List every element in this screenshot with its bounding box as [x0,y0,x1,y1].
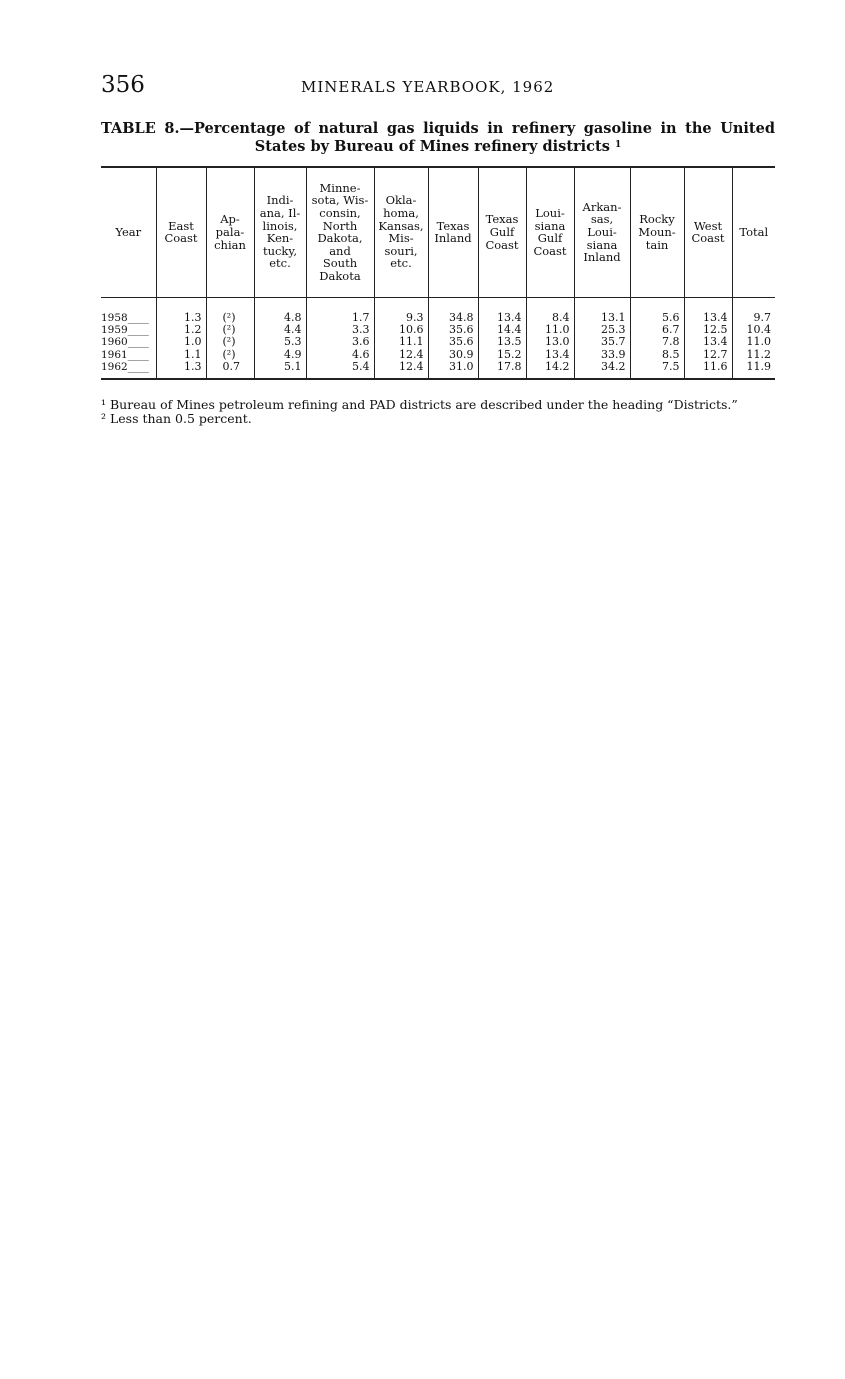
table-cell: 11.9 [732,361,775,378]
column-header [206,167,254,297]
column-header [526,167,574,297]
column-header-line: Coast [691,231,725,246]
column-header-line: Gulf [537,231,563,246]
table-cell: 11.1 [374,336,428,348]
table-cell: 5.3 [254,336,306,348]
table-cell: 10.4 [732,324,775,336]
table-cell: 34.2 [574,361,630,378]
table-cell: 1.3 [156,297,206,324]
table-cell: 4.6 [306,349,374,361]
column-header-line: chian [214,237,246,252]
column-header-line: etc. [269,256,291,271]
table-cell: 11.6 [684,361,732,378]
column-header-line: sota, Wis- [311,193,369,208]
table-header-row [101,167,775,297]
column-header-line: South [322,256,358,271]
column-header [684,167,732,297]
table-cell: 12.4 [374,349,428,361]
table-cell: 10.6 [374,324,428,336]
table-cell: 5.6 [630,297,684,324]
column-header-line: Inland [583,250,621,265]
column-header [254,167,306,297]
running-title: MINERALS YEARBOOK, 1962 [301,78,555,96]
table-cell: 12.4 [374,361,428,378]
table-cell: 14.4 [478,324,526,336]
column-header-line: Rocky [639,212,675,227]
table-body [101,297,775,379]
table-cell: 8.5 [630,349,684,361]
table-cell: 6.7 [630,324,684,336]
table-cell: 33.9 [574,349,630,361]
table-cell: 4.8 [254,297,306,324]
table-cell: 35.7 [574,336,630,348]
column-header-line: Dakota [319,269,361,284]
table-cell: 11.0 [732,336,775,348]
table-cell: (²) [206,336,254,348]
column-header [428,167,478,297]
table-cell: 9.3 [374,297,428,324]
year-cell: 1958____ [101,311,149,324]
column-header-line: Texas [485,212,519,227]
table-cell: 7.8 [630,336,684,348]
table-cell: 25.3 [574,324,630,336]
column-header [574,167,630,297]
column-header-line: homa, [383,206,419,221]
table-cell: 13.4 [684,336,732,348]
column-header-line: Mis- [388,231,414,246]
table-cell: 13.5 [478,336,526,348]
table-title [101,120,775,156]
page-number: 356 [101,72,145,98]
column-header-line: East [168,218,194,233]
column-header-line: consin, [319,206,361,221]
table-cell: 9.7 [732,297,775,324]
table-cell: 0.7 [206,361,254,378]
footnote-1: ¹ Bureau of Mines petroleum refining and PAD districts are described under the heading “Districts.” [101,397,738,412]
table-cell: 13.0 [526,336,574,348]
table-title-line2: States by Bureau of Mines refinery districts [254,138,610,155]
table-cell: 1.3 [156,361,206,378]
column-header-line: Loui- [535,206,565,221]
column-header-line: tain [645,237,669,252]
column-header-line: Dakota, [317,231,363,246]
table-row [101,297,775,324]
column-header-line: North [322,218,358,233]
footnote-2: ² Less than 0.5 percent. [101,410,252,426]
table-cell: (²) [206,297,254,324]
column-header [306,167,374,297]
table-cell: 5.4 [306,361,374,378]
table-cell: 13.4 [526,349,574,361]
column-header [374,167,428,297]
column-header-line: Kansas, [378,218,424,233]
column-header [630,167,684,297]
table-cell: 17.8 [478,361,526,378]
table-cell: 12.7 [684,349,732,361]
column-header [156,167,206,297]
table-cell: 4.4 [254,324,306,336]
column-header-line: linois, [262,218,298,233]
table-cell: 3.3 [306,324,374,336]
table-cell: 12.5 [684,324,732,336]
table-row [101,336,775,348]
column-header-line: tucky, [262,243,298,258]
column-header-line: Gulf [489,224,515,239]
table-cell: 7.5 [630,361,684,378]
column-header-line: Texas [436,218,470,233]
column-header-line: West [693,218,723,233]
column-header-line: etc. [390,256,412,271]
table-cell: 4.9 [254,349,306,361]
year-cell: 1962____ [101,361,156,378]
table-cell: 1.2 [156,324,206,336]
column-header-line: pala- [215,224,245,239]
table-title-line1: TABLE 8.—Percentage of natural gas liquids in refinery gasoline in the United [101,120,775,137]
column-header-line: Coast [164,231,198,246]
running-head [101,72,775,102]
table-cell: 11.2 [732,349,775,361]
table-cell: (²) [206,324,254,336]
table-row [101,361,775,378]
column-header-line: and [329,243,351,258]
table-cell: 30.9 [428,349,478,361]
year-cell: 1961____ [101,348,149,361]
table-cell: 35.6 [428,324,478,336]
year-cell: 1960____ [101,336,149,349]
data-table [101,166,775,380]
column-header-line: Inland [434,231,472,246]
column-header-line: Loui- [587,224,617,239]
column-header-line: Minne- [319,180,361,195]
year-cell: 1959____ [101,323,149,336]
column-header-line: Ken- [266,231,294,246]
column-header-line: Ap- [220,212,240,227]
column-header-line: siana [586,237,618,252]
column-header-line: Coast [485,237,519,252]
table-cell: 1.0 [156,336,206,348]
table-cell: 13.4 [478,297,526,324]
table-cell: 3.6 [306,336,374,348]
column-header-line: Indi- [266,193,294,208]
column-header-line: souri, [384,243,418,258]
column-header [478,167,526,297]
table-cell: 14.2 [526,361,574,378]
table-cell: 13.4 [684,297,732,324]
column-header-line: Moun- [638,224,676,239]
table-title-footnote-mark: 1 [614,140,622,150]
table-cell: 5.1 [254,361,306,378]
table-cell: 1.1 [156,349,206,361]
column-header-line: Arkan- [582,199,622,214]
table-cell: 35.6 [428,336,478,348]
table-cell: 1.7 [306,297,374,324]
column-header [101,167,156,297]
table-cell: 34.8 [428,297,478,324]
table-cell: 13.1 [574,297,630,324]
column-header-line: ana, Il- [259,206,301,221]
column-header-line: siana [534,218,566,233]
footnotes [101,398,775,425]
column-header-line: Total [739,224,769,239]
table-cell: 31.0 [428,361,478,378]
table-cell: 8.4 [526,297,574,324]
column-header-line: Coast [533,243,567,258]
table-cell: (²) [206,349,254,361]
column-header-line: Okla- [385,193,417,208]
column-header-line: Year [115,224,142,239]
column-header-line: sas, [590,212,614,227]
column-header [732,167,775,297]
table-cell: 11.0 [526,324,574,336]
table-cell: 15.2 [478,349,526,361]
